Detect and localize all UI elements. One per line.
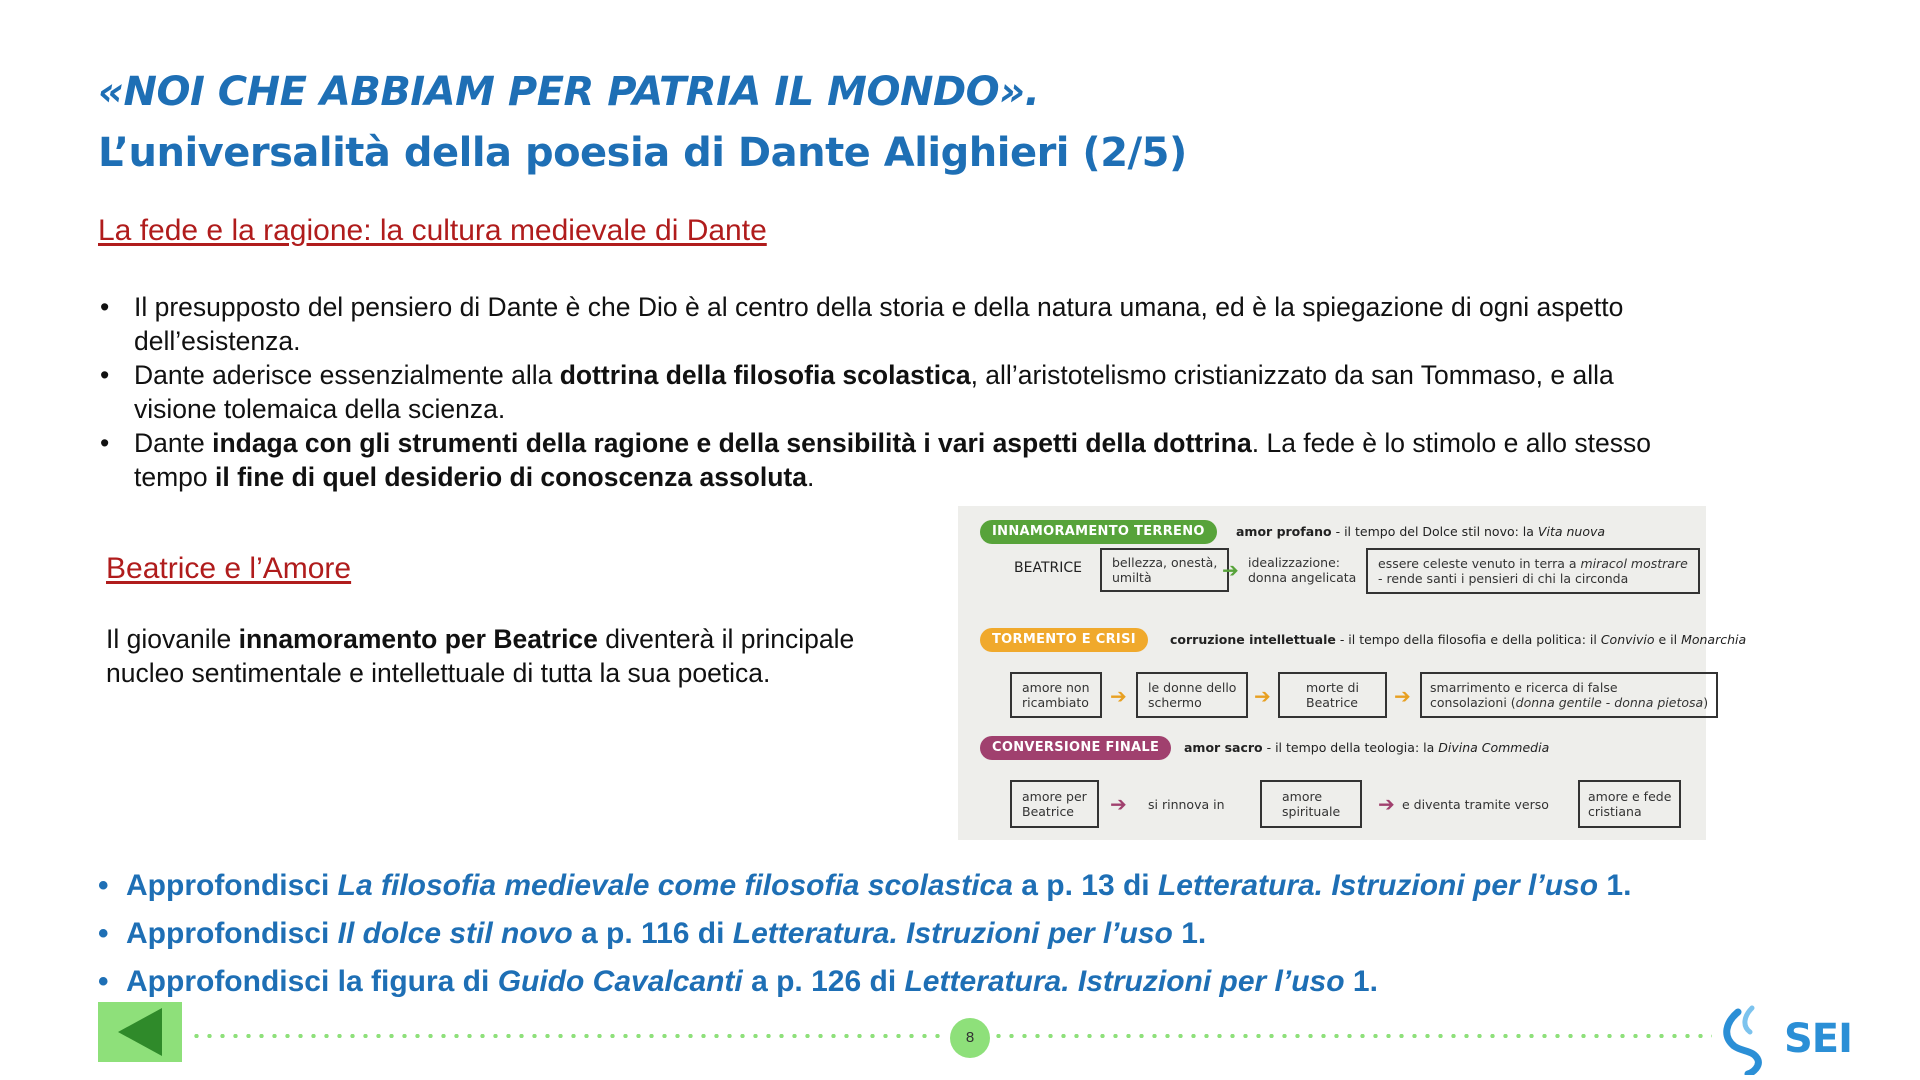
box-line: umiltà — [1112, 570, 1152, 585]
row2-caption — [1170, 632, 1746, 647]
arrow-right-icon: ➔ — [1110, 684, 1127, 708]
box-donne-dello-schermo — [1136, 672, 1248, 718]
caption-italic: Divina Commedia — [1438, 740, 1550, 755]
bullet-list-culture — [98, 290, 1658, 494]
box-line: amore — [1282, 789, 1323, 804]
caption-italic: Monarchia — [1681, 632, 1747, 647]
link-italic: Letteratura. Istruzioni per l’uso — [904, 965, 1345, 998]
sei-logo-text: SEI — [1784, 1016, 1853, 1062]
box-line: amore e fede — [1588, 789, 1672, 804]
link-italic: Guido Cavalcanti — [497, 965, 743, 998]
box-line: Beatrice — [1306, 695, 1359, 710]
box-essere-celeste — [1366, 548, 1700, 594]
love-evolution-diagram — [958, 506, 1747, 840]
text-e-diventa-tramite-verso: e diventa tramite verso — [1402, 796, 1549, 812]
box-italic: donna gentile — [1515, 695, 1602, 710]
bullet-bold-text: indaga con gli strumenti della ragione e della sensibilità i vari aspetti della dottrina — [212, 428, 1252, 458]
caption-text: - il tempo della filosofia e della politica: il — [1335, 632, 1601, 647]
box-text: ) — [1703, 695, 1709, 710]
box-line: bellezza, onestà, — [1112, 555, 1218, 570]
box-text: consolazioni ( — [1430, 695, 1516, 710]
bullet-item — [98, 290, 1658, 358]
caption-bold: amor profano — [1236, 524, 1332, 539]
box-text: - — [1601, 695, 1615, 710]
title-line-1: «NOI CHE ABBIAM PER PATRIA IL MONDO». — [98, 69, 1040, 115]
box-morte-di-beatrice — [1278, 672, 1387, 718]
text-idealizzazione — [1248, 548, 1356, 592]
caption-italic: Vita nuova — [1537, 524, 1606, 539]
box-line: cristiana — [1588, 804, 1642, 819]
reading-link[interactable] — [98, 958, 1798, 1006]
link-text: Approfondisci — [126, 917, 338, 950]
link-italic: Il dolce stil novo — [337, 917, 573, 950]
further-reading-list — [98, 862, 1798, 1006]
link-text: 1. — [1598, 869, 1632, 902]
paragraph-text: diventerà il principale nucleo sentimentale e intellettuale di tutta la sua poetica. — [106, 624, 855, 688]
arrow-right-icon: ➔ — [1222, 558, 1239, 582]
link-text: 1. — [1172, 917, 1207, 950]
box-line: smarrimento e ricerca di false — [1430, 680, 1618, 695]
arrow-right-icon: ➔ — [1378, 792, 1395, 816]
bullet-text: . La fede è lo stimolo e allo stesso tempo — [134, 428, 1651, 492]
plain-line: donna angelicata — [1248, 570, 1357, 585]
caption-text: - il tempo della teologia: la — [1262, 740, 1439, 755]
back-button[interactable] — [98, 1002, 182, 1062]
text-si-rinnova-in: si rinnova in — [1148, 796, 1225, 812]
link-italic: Letteratura. Istruzioni per l’uso — [732, 917, 1173, 950]
link-text: 1. — [1344, 965, 1378, 998]
bullet-item — [98, 358, 1658, 426]
footer-dotted-line-right — [992, 1034, 1712, 1038]
caption-bold: amor sacro — [1184, 740, 1263, 755]
footer-dotted-line-left — [190, 1034, 945, 1038]
box-line — [1378, 556, 1688, 571]
link-italic: Letteratura. Istruzioni per l’uso — [1157, 869, 1599, 902]
box-line: morte di — [1306, 680, 1359, 695]
box-amore-non-ricambiato — [1010, 672, 1102, 718]
slide-title — [98, 62, 1187, 184]
box-text: essere celeste venuto in terra a — [1378, 556, 1581, 571]
box-amore-spirituale — [1260, 780, 1362, 828]
box-line: schermo — [1148, 695, 1202, 710]
box-line: amore per — [1022, 789, 1087, 804]
caption-bold: corruzione intellettuale — [1170, 632, 1336, 647]
beatrice-paragraph — [106, 622, 866, 690]
reading-link[interactable] — [98, 862, 1798, 910]
bullet-text: Dante aderisce essenzialmente alla — [134, 360, 560, 390]
arrow-right-icon: ➔ — [1254, 684, 1271, 708]
box-amore-e-fede-cristiana — [1578, 780, 1681, 828]
left-triangle-icon — [98, 1002, 182, 1062]
link-text: a p. 116 di — [572, 917, 733, 950]
link-text: a p. 126 di — [742, 965, 905, 998]
bullet-bold-text: il fine di quel desiderio di conoscenza assoluta — [215, 462, 807, 492]
caption-italic: Convivio — [1600, 632, 1655, 647]
reading-link[interactable] — [98, 910, 1798, 958]
box-line: spirituale — [1282, 804, 1341, 819]
box-line: amore non — [1022, 680, 1090, 695]
bullet-text: , all’aristotelismo cristianizzato da san Tommaso, e alla visione tolemaica della scienza. — [134, 360, 1614, 424]
paragraph-text: Il giovanile — [106, 624, 239, 654]
bullet-text: Dante — [134, 428, 213, 458]
plain-line: idealizzazione: — [1248, 555, 1340, 570]
arrow-right-icon: ➔ — [1110, 792, 1127, 816]
box-line: - rende santi i pensieri di chi la circonda — [1378, 571, 1629, 586]
beatrice-label: BEATRICE — [1014, 560, 1082, 576]
bullet-text: Il presupposto del pensiero di Dante è che Dio è al centro della storia e della natura umana, ed è la spiegazione di ogni aspetto dell’esistenza. — [134, 292, 1624, 356]
bullet-item — [98, 426, 1658, 494]
box-italic: miracol mostrare — [1580, 556, 1688, 571]
title-line-2: L’universalità della poesia di Dante Alighieri (2/5) — [98, 130, 1187, 176]
section-heading-faith-reason: La fede e la ragione: la cultura medievale di Dante — [98, 214, 767, 247]
box-line: ricambiato — [1022, 695, 1089, 710]
row3-caption — [1184, 740, 1549, 755]
link-italic: La filosofia medievale come filosofia scolastica — [337, 869, 1013, 902]
box-italic: donna pietosa — [1614, 695, 1704, 710]
bullet-bold-text: dottrina della filosofia scolastica — [559, 360, 971, 390]
arrow-right-icon: ➔ — [1394, 684, 1411, 708]
page-number: 8 — [950, 1018, 990, 1058]
pill-tormento-e-crisi: TORMENTO E CRISI — [980, 628, 1148, 652]
link-text: a p. 13 di — [1012, 869, 1158, 902]
box-amore-per-beatrice — [1010, 780, 1099, 828]
pill-conversione-finale: CONVERSIONE FINALE — [980, 736, 1171, 760]
box-line: Beatrice — [1022, 804, 1075, 819]
link-text: Approfondisci — [126, 869, 338, 902]
box-bellezza — [1100, 548, 1229, 592]
box-line — [1430, 695, 1708, 710]
caption-text: - il tempo del Dolce stil novo: la — [1331, 524, 1538, 539]
box-smarrimento — [1420, 672, 1718, 718]
paragraph-bold-text: innamoramento per Beatrice — [238, 624, 598, 654]
row1-caption — [1236, 524, 1605, 539]
caption-text: e il — [1654, 632, 1682, 647]
section-heading-beatrice: Beatrice e l’Amore — [106, 552, 352, 585]
pill-innamoramento-terreno: INNAMORAMENTO TERRENO — [980, 520, 1217, 544]
box-line: le donne dello — [1148, 680, 1237, 695]
bullet-text: . — [806, 462, 815, 492]
link-text: Approfondisci la figura di — [126, 965, 498, 998]
